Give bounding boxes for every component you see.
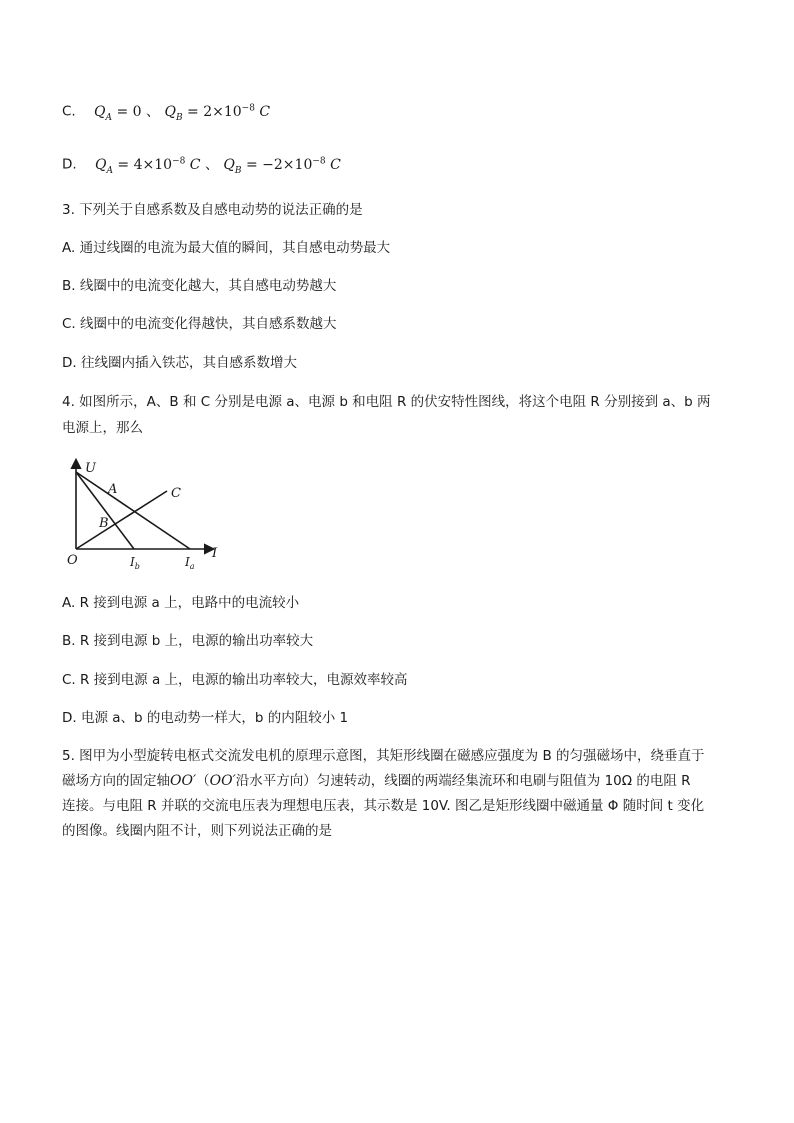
tick-ib: $I_b$ [130,555,140,571]
q5-line4: 的图像。线圈内阻不计，则下列说法正确的是 [62,823,332,839]
q5-line3: 连接。与电阻 R 并联的交流电压表为理想电压表，其示数是 10V. 图乙是矩形线圈中磁通量 Φ 随时间 t 变化 [62,798,705,814]
formula: $Q_A = 4\times 10^{-8}$ C 、 $Q_B = -2\times 10^{-8}$ C [94,156,341,176]
label-a: A [108,482,118,497]
q3-option-a: A. 通过线圈的电流为最大值的瞬间，其自感电动势最大 [62,240,391,256]
q5-line2 [62,771,691,791]
line-b [76,472,134,549]
q4-option-c: C. R 接到电源 a 上，电源的输出功率较大，电源效率较高 [62,672,408,688]
q4-option-a: A. R 接到电源 a 上，电路中的电流较小 [62,595,300,611]
option-label: D. [62,156,77,173]
q4-option-b: B. R 接到电源 b 上，电源的输出功率较大 [62,633,314,649]
q4-option-d: D. 电源 a、b 的电动势一样大，b 的内阻较小 1 [62,710,349,726]
q3-stem: 3. 下列关于自感系数及自感电动势的说法正确的是 [62,202,363,218]
q4-stem-line2: 电源上，那么 [62,420,143,436]
label-c: C [171,486,181,501]
origin-label: O [67,553,78,568]
q4-stem-line1: 4. 如图所示，A、B 和 C 分别是电源 a、电源 b 和电阻 R 的伏安特性图线，将这个电阻 R 分别接到 a、b 两 [62,394,711,410]
axis-symbol: OO′ [209,773,236,789]
q3-option-d: D. 往线圈内插入铁芯，其自感系数增大 [62,355,297,371]
option-label: C. [62,103,76,120]
q5-line2-pre: 磁场方向的固定轴 [62,773,170,789]
q5-line2-mid: （ [196,773,210,789]
line-c [76,491,167,549]
tick-ia: $I_a$ [185,555,195,571]
option-c-prev [62,98,270,127]
axis-symbol: OO′ [170,773,197,789]
formula: $Q_A = 0$ 、 $Q_B = 2\times 10^{-8}$ C [94,103,271,123]
label-b: B [99,516,109,531]
x-axis-label: I [212,546,218,561]
q5-line1: 5. 图甲为小型旋转电枢式交流发电机的原理示意图，其矩形线圈在磁感应强度为 B 的匀强磁场中，绕垂直于 [62,748,705,764]
q3-option-b: B. 线圈中的电流变化越大，其自感电动势越大 [62,278,337,294]
option-d-prev [62,151,341,180]
q3-option-c: C. 线圈中的电流变化得越快，其自感系数越大 [62,316,337,332]
y-axis-label: U [85,461,96,476]
q5-line2-post: 沿水平方向）匀速转动，线圈的两端经集流环和电刷与阻值为 10Ω 的电阻 R [235,773,691,789]
ui-graph-figure [64,456,224,574]
